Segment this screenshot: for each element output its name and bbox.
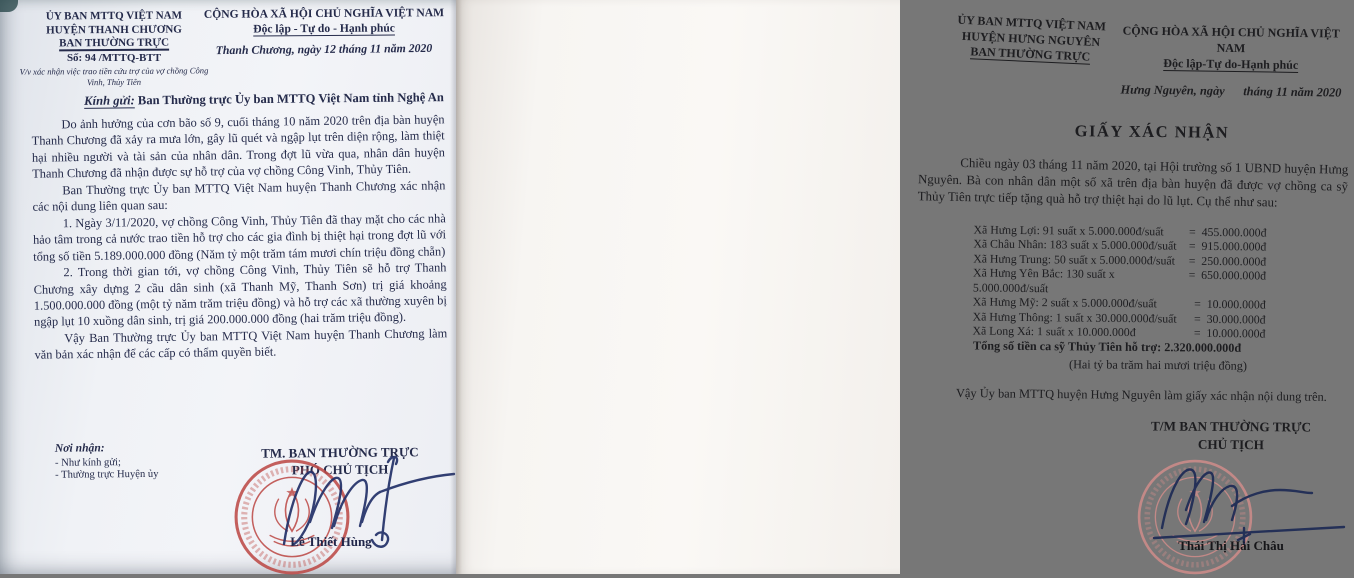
right-signer-name: Thái Thị Hải Châu — [1178, 538, 1284, 553]
left-doc-subject: V/v xác nhận việc trao tiền cứu trợ của vợ chồng Công Vinh, Thủy Tiên — [19, 65, 209, 87]
aid-amount: = 250.000.000đ — [1188, 253, 1267, 269]
left-signer-name: Lê Thiết Hùng — [290, 534, 372, 549]
aid-item: Xã Hưng Yên Bắc: 130 suất x 5.000.000đ/suất — [972, 265, 1115, 296]
signer-org-line: T/M BAN THƯỜNG TRỰC — [1150, 418, 1312, 435]
signer-org-line: TM. BAN THƯỜNG TRỰC — [261, 444, 419, 461]
aid-amount: = 650.000.000đ — [1188, 268, 1267, 283]
left-issuing-org — [26, 9, 202, 51]
right-intro-paragraph: Chiều ngày 03 tháng 11 năm 2020, tại Hội trường số 1 UBND huyện Hưng Nguyên. Bà con nhân dân một số xã trên địa bàn huyện đã được vợ chồng ca sỹ Thủy Tiên trực tiếp tặng quà hỗ trợ thiệt hại do lũ lụt. Cụ thể như sau: — [917, 155, 1349, 210]
org-line: HUYỆN HƯNG NGUYÊN — [961, 28, 1101, 49]
left-national-motto — [198, 5, 450, 37]
motto-line: Độc lập-Tự do-Hạnh phúc — [1163, 56, 1299, 72]
right-total-line: Tổng số tiền ca sỹ Thủy Tiên hỗ trợ: 2.320.000.000đ — [972, 338, 1242, 355]
aid-amount: = 10.000.000đ — [1194, 297, 1266, 312]
org-line: BAN THƯỜNG TRỰC — [59, 36, 170, 50]
right-doc-title: GIẤY XÁC NHẬN — [1074, 121, 1230, 142]
org-line: BAN THƯỜNG TRỰC — [970, 44, 1091, 64]
salutation-text: Ban Thường trực Ủy ban MTTQ Việt Nam tỉnh Nghệ An — [134, 90, 444, 108]
aid-item: Xã Hưng Trung: 50 suất x 5.000.000đ/suất — [973, 251, 1176, 268]
aid-row — [973, 266, 1266, 298]
org-line: HUYỆN THANH CHƯƠNG — [46, 23, 182, 36]
left-dateline: Thanh Chương, ngày 12 tháng 11 năm 2020 — [215, 40, 433, 58]
salutation-label: Kính gửi: — [84, 93, 135, 108]
aid-amount: = 915.000.000đ — [1188, 239, 1267, 254]
left-body — [31, 111, 447, 363]
left-recipients-block — [55, 441, 225, 482]
left-paragraph-1: Do ảnh hưởng của cơn bão số 9, cuối tháng 10 năm 2020 trên địa bàn huyện Thanh Chương đã xảy ra mưa lớn, gây lũ quét và ngập lụt trên diện rộng, làm thiệt hại nhiều người và tài sản của nhân dân. Trong đợt lũ vừa qua, nhân dân huyện Thanh Chương đã nhận được sự hỗ trợ của vợ chồng Công Vinh, Thủy Tiên. — [31, 112, 445, 182]
left-item-1: 1. Ngày 3/11/2020, vợ chồng Công Vinh, Thủy Tiên đã thay mặt cho các nhà hảo tâm trong cả nước trao tiền hỗ trợ cho các gia đình bị thiệt hại trong đợt lũ với tổng số tiền 5.189.000.000 đồng (Năm tỷ một trăm tám mươi chín triệu đồng chẵn) — [32, 211, 447, 264]
document-right-hung-nguyen — [456, 0, 1349, 574]
aid-item: Xã Hưng Mỹ: 2 suất x 5.000.000đ/suất — [972, 294, 1157, 311]
left-item-2: 2. Trong thời gian tới, vợ chồng Công Vinh, Thủy Tiên sẽ hỗ trợ Thanh Chương xây dựng 2 cầu dân sinh (xã Thanh Mỹ, Thanh Sơn) trị giá khoảng 1.500.000.000 đồng (một tỷ năm trăm triệu đồng) và hỗ trợ các xã thường xuyên bị ngập lụt 10 xuồng dân sinh, trị giá 200.000.000 đồng (hai trăm triệu đồng). — [33, 260, 447, 330]
left-doc-number: Số: 94 /MTTQ-BTT — [66, 52, 162, 64]
aid-amount: = 30.000.000đ — [1193, 311, 1266, 327]
left-closing: Vậy Ban Thường trực Ủy ban MTTQ Việt Nam huyện Thanh Chương làm văn bản xác nhận để các cấp có thẩm quyền biết. — [34, 326, 448, 363]
photo-corner-shadow — [0, 0, 18, 12]
org-line: ỦY BAN MTTQ VIỆT NAM — [957, 12, 1107, 34]
aid-item: Xã Hưng Thông: 1 suất x 30.000.000đ/suất — [972, 309, 1177, 326]
right-closing: Vậy Ủy ban MTTQ huyện Hưng Nguyên làm giấy xác nhận nội dung trên. — [955, 386, 1327, 404]
photo-seam-divider — [450, 0, 462, 574]
right-national-motto — [1108, 22, 1354, 73]
motto-line: CỘNG HÒA XÃ HỘI CHỦ NGHĨA VIỆT NAM — [1122, 23, 1340, 56]
right-intro — [918, 154, 1349, 213]
document-left-thanh-chuong — [0, 0, 456, 574]
aid-item: Xã Hưng Lợi: 91 suất x 5.000.000đ/suất — [973, 222, 1164, 239]
right-issuing-org — [923, 11, 1139, 67]
signer-title-line: PHÓ CHỦ TỊCH — [291, 461, 389, 478]
recipient-item: - Như kính gửi; — [54, 456, 121, 469]
signer-title-line: CHỦ TỊCH — [1197, 436, 1265, 453]
aid-amount: = 10.000.000đ — [1193, 325, 1266, 341]
aid-amount: = 455.000.000đ — [1189, 224, 1267, 240]
aid-distribution-list — [972, 222, 1266, 341]
aid-item: Xã Châu Nhân: 183 suất x 5.000.000đ/suất — [973, 236, 1177, 254]
motto-line: CỘNG HÒA XÃ HỘI CHỦ NGHĨA VIỆT NAM — [203, 6, 445, 21]
org-line: ỦY BAN MTTQ VIỆT NAM — [45, 9, 182, 23]
left-salutation — [84, 90, 444, 109]
left-paragraph-2: Ban Thường trực Ủy ban MTTQ Việt Nam huyện Thanh Chương xác nhận các nội dung liên quan sau: — [32, 178, 446, 214]
recipient-item: - Thường trực Huyện ủy — [55, 468, 159, 481]
right-total-words: (Hai tỷ ba trăm hai mươi triệu đồng) — [1069, 357, 1247, 373]
recipients-label: Nơi nhận: — [54, 441, 105, 455]
aid-item: Xã Long Xá: 1 suất x 10.000.000đ — [972, 323, 1136, 340]
right-dateline: Hưng Nguyên, ngày tháng 11 năm 2020 — [1120, 82, 1342, 100]
motto-line: Độc lập - Tự do - Hạnh phúc — [253, 21, 395, 36]
